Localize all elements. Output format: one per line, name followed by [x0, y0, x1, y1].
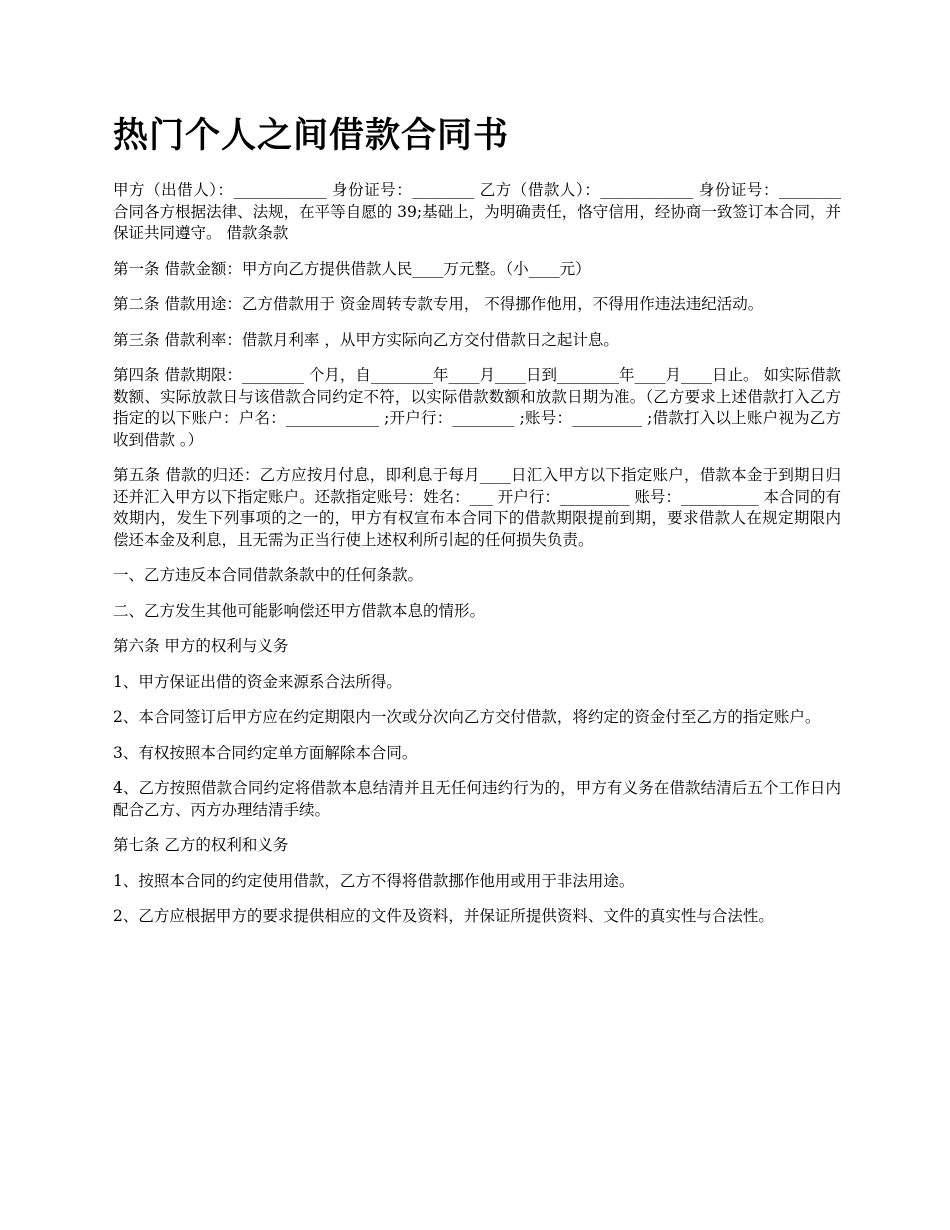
paragraph-article-5: 第五条 借款的归还：乙方应按月付息，即利息于每月____日汇入甲方以下指定账户，借款本金于到期日归还并汇入甲方以下指定账户。还款指定账号：姓名：___ 开户行：_________ 账号：__________ 本合同的有效期内，发生下列事项的之一的，甲方有权宣布本合同下的借款期限提前到期，要求借款人在规定期限内偿还本金及利息，且无需为正当行使上述权利所引起的任何损失负责。: [113, 466, 841, 549]
document-title: 热门个人之间借款合同书: [113, 116, 510, 156]
paragraph-article-3: 第三条 借款利率：借款月利率 ，从甲方实际向乙方交付借款日之起计息。: [113, 330, 619, 349]
paragraph-article-6-clause-1: 1、甲方保证出借的资金来源系合法所得。: [113, 672, 402, 691]
paragraph-article-7-heading: 第七条 乙方的权利和义务: [113, 836, 289, 854]
document-body: [113, 180, 841, 942]
paragraph-article-1: 第一条 借款金额：甲方向乙方提供借款人民____万元整。（小____元）: [113, 259, 591, 278]
paragraph-item-2: 二、乙方发生其他可能影响偿还甲方借款本息的情形。: [113, 601, 486, 620]
paragraph-item-1: 一、乙方违反本合同借款条款中的任何条款。: [113, 566, 424, 584]
paragraph-article-6-clause-3: 3、有权按照本合同约定单方面解除本合同。: [113, 743, 418, 762]
paragraph-article-7-clause-1: 1、按照本合同的约定使用借款，乙方不得将借款挪作他用或用于非法用途。: [113, 871, 635, 890]
paragraph-article-7-clause-2: 2、乙方应根据甲方的要求提供相应的文件及资料，并保证所提供资料、文件的真实性与合法性。: [113, 907, 774, 925]
paragraph-article-6-clause-4: 4、乙方按照借款合同约定将借款本息结清并且无任何违约行为的，甲方有义务在借款结清后五个工作日内配合乙方、丙方办理结清手续。: [113, 779, 841, 819]
paragraph-article-2: 第二条 借款用途：乙方借款用于 资金周转专款专用， 不得挪作他用，不得用作违法违纪活动。: [113, 295, 764, 313]
paragraph-article-6-clause-2: 2、本合同签订后甲方应在约定期限内一次或分次向乙方交付借款，将约定的资金付至乙方的指定账户。: [113, 708, 821, 726]
paragraph-article-6-heading: 第六条 甲方的权利与义务: [113, 637, 289, 655]
paragraph-parties: 甲方（出借人）：____________ 身份证号：________ 乙方（借款人）：____________ 身份证号：________ 合同各方根据法律、法规，在平等自愿的 39;基础上，为明确责任，恪守信用，经协商一致签订本合同，并保证共同遵守。 借款条款: [113, 181, 841, 242]
paragraph-article-4: 第四条 借款期限：________ 个月，自________年____月____日到________年____月____日止。 如实际借款数额、实际放款日与该借款合同约定不符，以实际借款数额和放款日期为准。（乙方要求上述借款打入乙方指定的以下账户：户名：____________ ;开户行：________ ;账号：_________ ;借款打入以上账户视为乙方收到借款 。）: [113, 366, 841, 449]
